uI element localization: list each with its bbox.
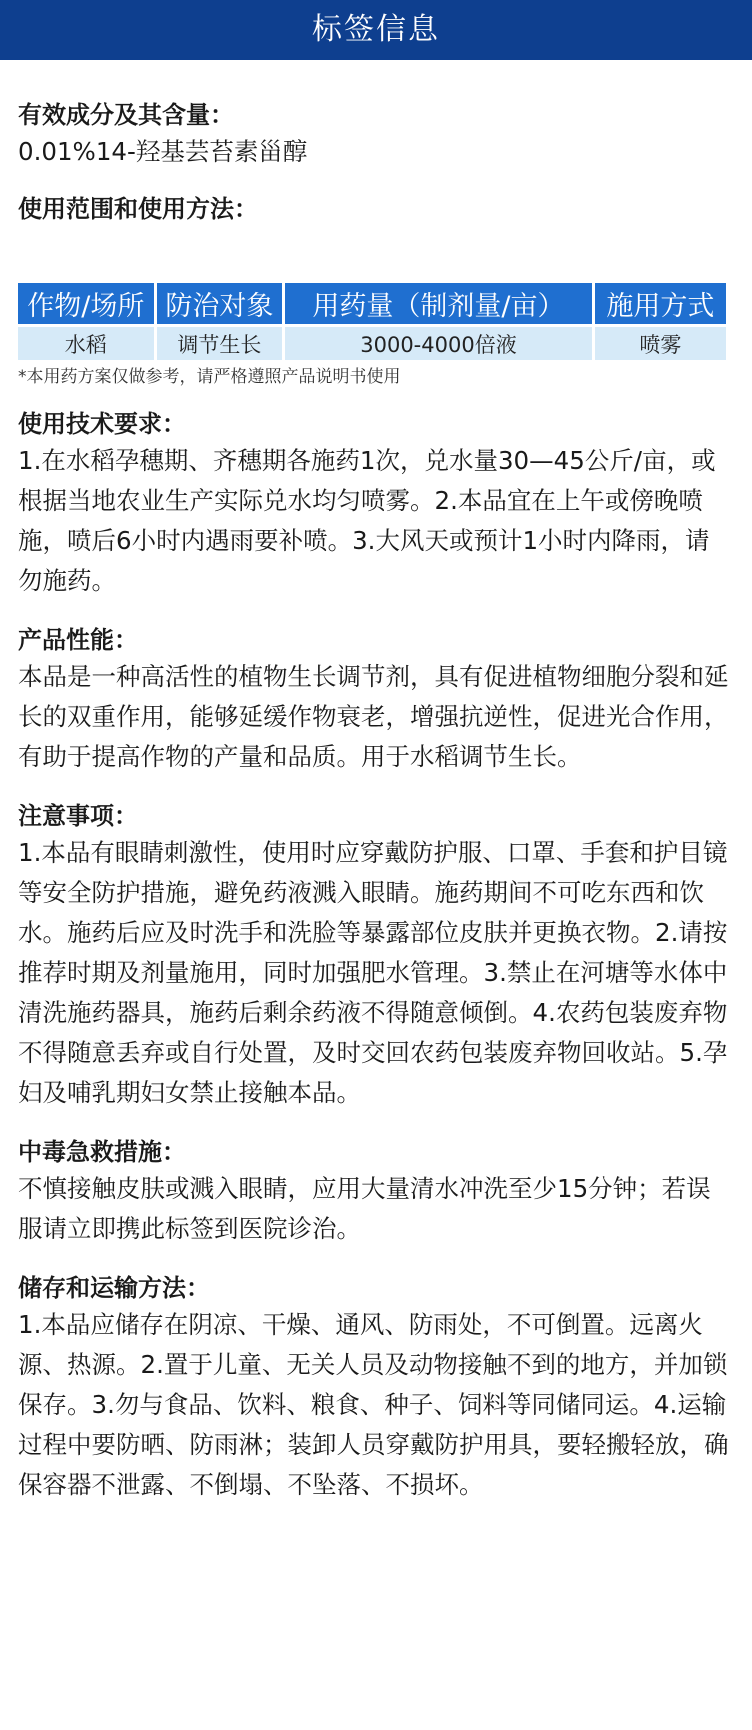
tech-title: 使用技术要求： — [18, 410, 186, 438]
usage-table-cell: 水稻 — [18, 327, 154, 360]
storage-text: 1.本品应储存在阴凉、干燥、通风、防雨处，不可倒置。远离火源、热源。2.置于儿童、无关人员及动物接触不到的地方，并加锁保存。3.勿与食品、饮料、粮食、种子、饲料等同储同运。4.运输过程中要防晒、防雨淋；装卸人员穿戴防护用具，要轻搬轻放，确保容器不泄露、不倒塌、不坠落、不损坏。 — [18, 1310, 729, 1499]
table-row — [18, 327, 726, 360]
usage-note: *本用药方案仅做参考，请严格遵照产品说明书使用 — [18, 367, 401, 387]
firstaid-title: 中毒急救措施： — [18, 1138, 186, 1166]
usage-table-cell: 喷雾 — [595, 327, 726, 360]
usage-table-cell: 3000-4000倍液 — [285, 327, 592, 360]
ingredient-title: 有效成分及其含量： — [18, 101, 234, 129]
caution-title: 注意事项： — [18, 802, 138, 830]
firstaid-text: 不慎接触皮肤或溅入眼睛，应用大量清水冲洗至少15分钟；若误服请立即携此标签到医院诊治。 — [18, 1174, 711, 1243]
usage-table-cell: 调节生长 — [157, 327, 283, 360]
tech-text: 1.在水稻孕穗期、齐穗期各施药1次，兑水量30—45公斤/亩，或根据当地农业生产实际兑水均匀喷雾。2.本品宜在上午或傍晚喷施，喷后6小时内遇雨要补喷。3.大风天或预计1小时内降雨，请勿施药。 — [18, 446, 716, 595]
storage-title: 储存和运输方法： — [18, 1274, 210, 1302]
performance-title: 产品性能： — [18, 626, 138, 654]
performance-text: 本品是一种高活性的植物生长调节剂，具有促进植物细胞分裂和延长的双重作用，能够延缓作物衰老，增强抗逆性，促进光合作用，有助于提高作物的产量和品质。用于水稻调节生长。 — [18, 662, 729, 771]
usage-table-header-row — [18, 283, 726, 324]
usage-table-header-cell: 用药量（制剂量/亩） — [285, 283, 592, 324]
usage-table-header-cell: 防治对象 — [157, 283, 283, 324]
label-content — [0, 60, 752, 1505]
usage-title: 使用范围和使用方法： — [18, 195, 258, 223]
caution-text: 1.本品有眼睛刺激性，使用时应穿戴防护服、口罩、手套和护目镜等安全防护措施，避免药液溅入眼睛。施药期间不可吃东西和饮水。施药后应及时洗手和洗脸等暴露部位皮肤并更换衣物。2.请按推荐时期及剂量施用，同时加强肥水管理。3.禁止在河塘等水体中清洗施药器具，施药后剩余药液不得随意倾倒。4.农药包装废弃物不得随意丢弃或自行处置，及时交回农药包装废弃物回收站。5.孕妇及哺乳期妇女禁止接触本品。 — [18, 838, 728, 1107]
page-header — [0, 0, 752, 60]
ingredient-text: 0.01%14-羟基芸苔素甾醇 — [18, 137, 308, 166]
usage-table-header-cell: 作物/场所 — [18, 283, 154, 324]
page-title: 标签信息 — [312, 12, 440, 47]
usage-table-header-cell: 施用方式 — [595, 283, 726, 324]
usage-table — [15, 280, 729, 363]
